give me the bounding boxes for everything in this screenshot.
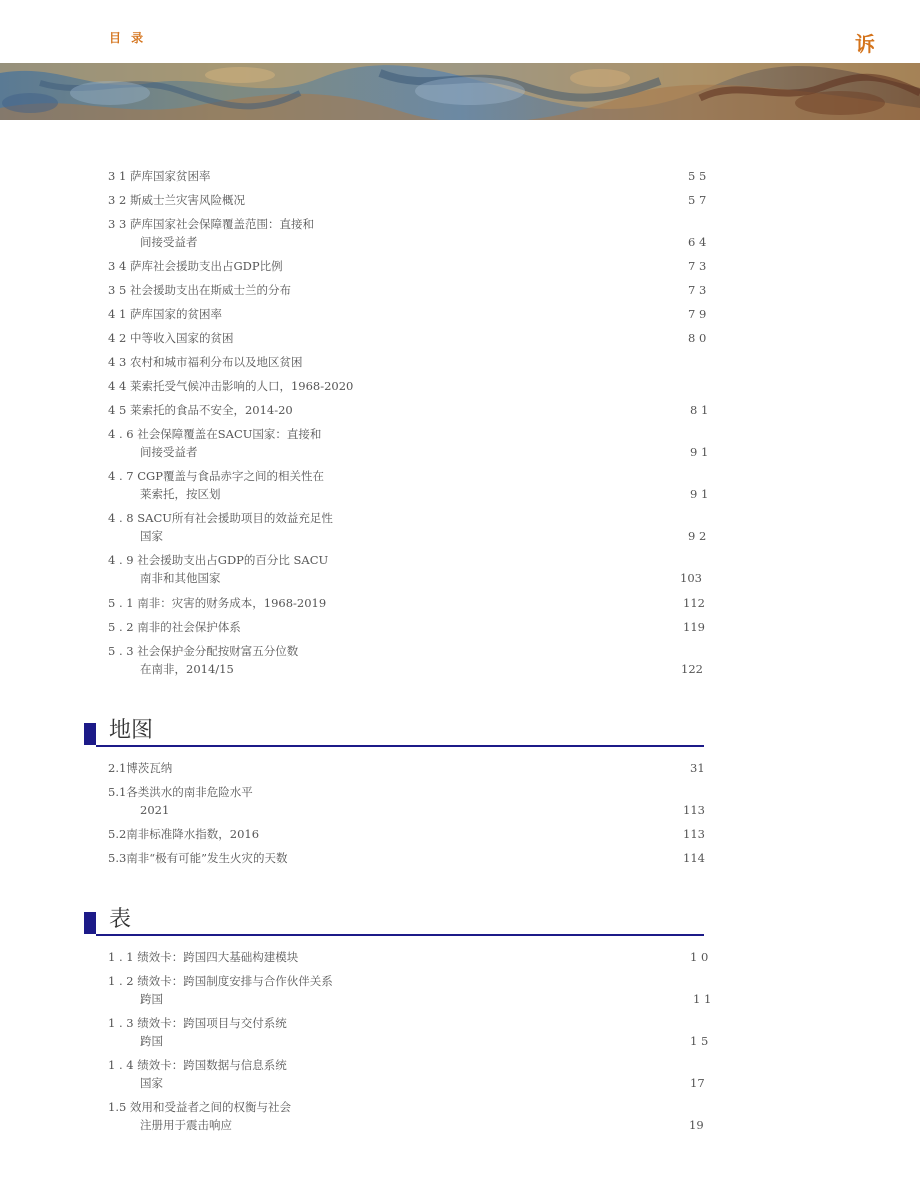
figure-entry[interactable]: 4 5 莱索托的食品不安全，2014-20 (108, 403, 293, 417)
map-entry[interactable]: 5.3南非“极有可能”发生火灾的天数 (108, 851, 288, 865)
map-page-number: 31 (690, 761, 705, 775)
figure-page-number: 5 5 (688, 169, 707, 183)
table-entry[interactable]: 1 . 1 绩效卡：跨国四大基础构建模块 (108, 950, 299, 964)
figure-page-number: 7 3 (688, 259, 707, 273)
figure-entry[interactable]: 5 . 3 社会保护金分配按财富五分位数 在南非，2014/15 (108, 644, 299, 676)
maps-section-rule (96, 745, 704, 747)
figure-page-number: 9 2 (688, 529, 707, 543)
figure-entry[interactable]: 4 1 萨库国家的贫困率 (108, 307, 222, 321)
figure-page-number: 112 (683, 596, 705, 610)
figure-entry[interactable]: 4 3 农村和城市福利分布以及地区贫困 (108, 355, 303, 369)
figure-entry[interactable]: 3 1 萨库国家贫困率 (108, 169, 211, 183)
figure-page-number: 7 9 (688, 307, 707, 321)
map-page-number: 113 (683, 827, 705, 841)
figure-entry[interactable]: 3 3 萨库国家社会保障覆盖范围：直接和 间接受益者 (108, 217, 314, 249)
header-section-label: 目 录 (109, 31, 147, 45)
map-entry[interactable]: 2.1博茨瓦纳 (108, 761, 173, 775)
figure-page-number: 103 (680, 571, 702, 585)
maps-section-marker (84, 723, 96, 745)
figure-entry[interactable]: 4 2 中等收入国家的贫困 (108, 331, 234, 345)
figure-entry[interactable]: 4 . 9 社会援助支出占GDP的百分比 SACU 南非和其他国家 (108, 553, 329, 585)
header-page-marker: 诉 (855, 32, 875, 56)
map-entry[interactable]: 5.2南非标准降水指数，2016 (108, 827, 260, 841)
table-entry[interactable]: 1 . 2 绩效卡：跨国制度安排与合作伙伴关系 跨国 (108, 974, 333, 1006)
table-entry[interactable]: 1.5 效用和受益者之间的权衡与社会 注册用于震击响应 (108, 1100, 291, 1132)
figure-page-number: 7 3 (688, 283, 707, 297)
figure-page-number: 8 1 (690, 403, 709, 417)
figure-entry[interactable]: 3 4 萨库社会援助支出占GDP比例 (108, 259, 283, 273)
figure-entry[interactable]: 3 5 社会援助支出在斯威士兰的分布 (108, 283, 291, 297)
map-page-number: 114 (683, 851, 705, 865)
tables-section-title: 表 (109, 907, 132, 932)
figure-entry[interactable]: 5 . 1 南非：灾害的财务成本，1968-2019 (108, 596, 327, 610)
figure-entry[interactable]: 4 . 7 CGP覆盖与食品赤字之间的相关性在 莱索托，按区划 (108, 469, 324, 501)
tables-section-rule (96, 934, 704, 936)
table-entry[interactable]: 1 . 4 绩效卡：跨国数据与信息系统 国家 (108, 1058, 287, 1090)
satellite-banner-image (0, 63, 920, 120)
table-entry[interactable]: 1 . 3 绩效卡：跨国项目与交付系统 跨国 (108, 1016, 287, 1048)
figure-page-number: 6 4 (688, 235, 707, 249)
figure-page-number: 5 7 (688, 193, 707, 207)
figure-entry[interactable]: 4 . 8 SACU所有社会援助项目的效益充足性 国家 (108, 511, 333, 543)
table-page-number: 1 1 (693, 992, 712, 1006)
table-page-number: 1 0 (690, 950, 709, 964)
figure-page-number: 9 1 (690, 445, 709, 459)
map-page-number: 113 (683, 803, 705, 817)
figure-entry[interactable]: 3 2 斯威士兰灾害风险概况 (108, 193, 245, 207)
table-page-number: 1 5 (690, 1034, 709, 1048)
figure-entry[interactable]: 4 . 6 社会保障覆盖在SACU国家：直接和 间接受益者 (108, 427, 322, 459)
map-entry[interactable]: 5.1各类洪水的南非危险水平 2021 (108, 785, 253, 817)
figure-entry[interactable]: 5 . 2 南非的社会保护体系 (108, 620, 241, 634)
tables-section-marker (84, 912, 96, 934)
figure-page-number: 122 (681, 662, 703, 676)
figure-page-number: 119 (683, 620, 705, 634)
table-page-number: 17 (690, 1076, 705, 1090)
figure-page-number: 9 1 (690, 487, 709, 501)
maps-section-title: 地图 (109, 718, 154, 743)
figure-entry[interactable]: 4 4 莱索托受气候冲击影响的人口，1968-2020 (108, 379, 354, 393)
figure-page-number: 8 0 (688, 331, 707, 345)
table-page-number: 19 (689, 1118, 704, 1132)
